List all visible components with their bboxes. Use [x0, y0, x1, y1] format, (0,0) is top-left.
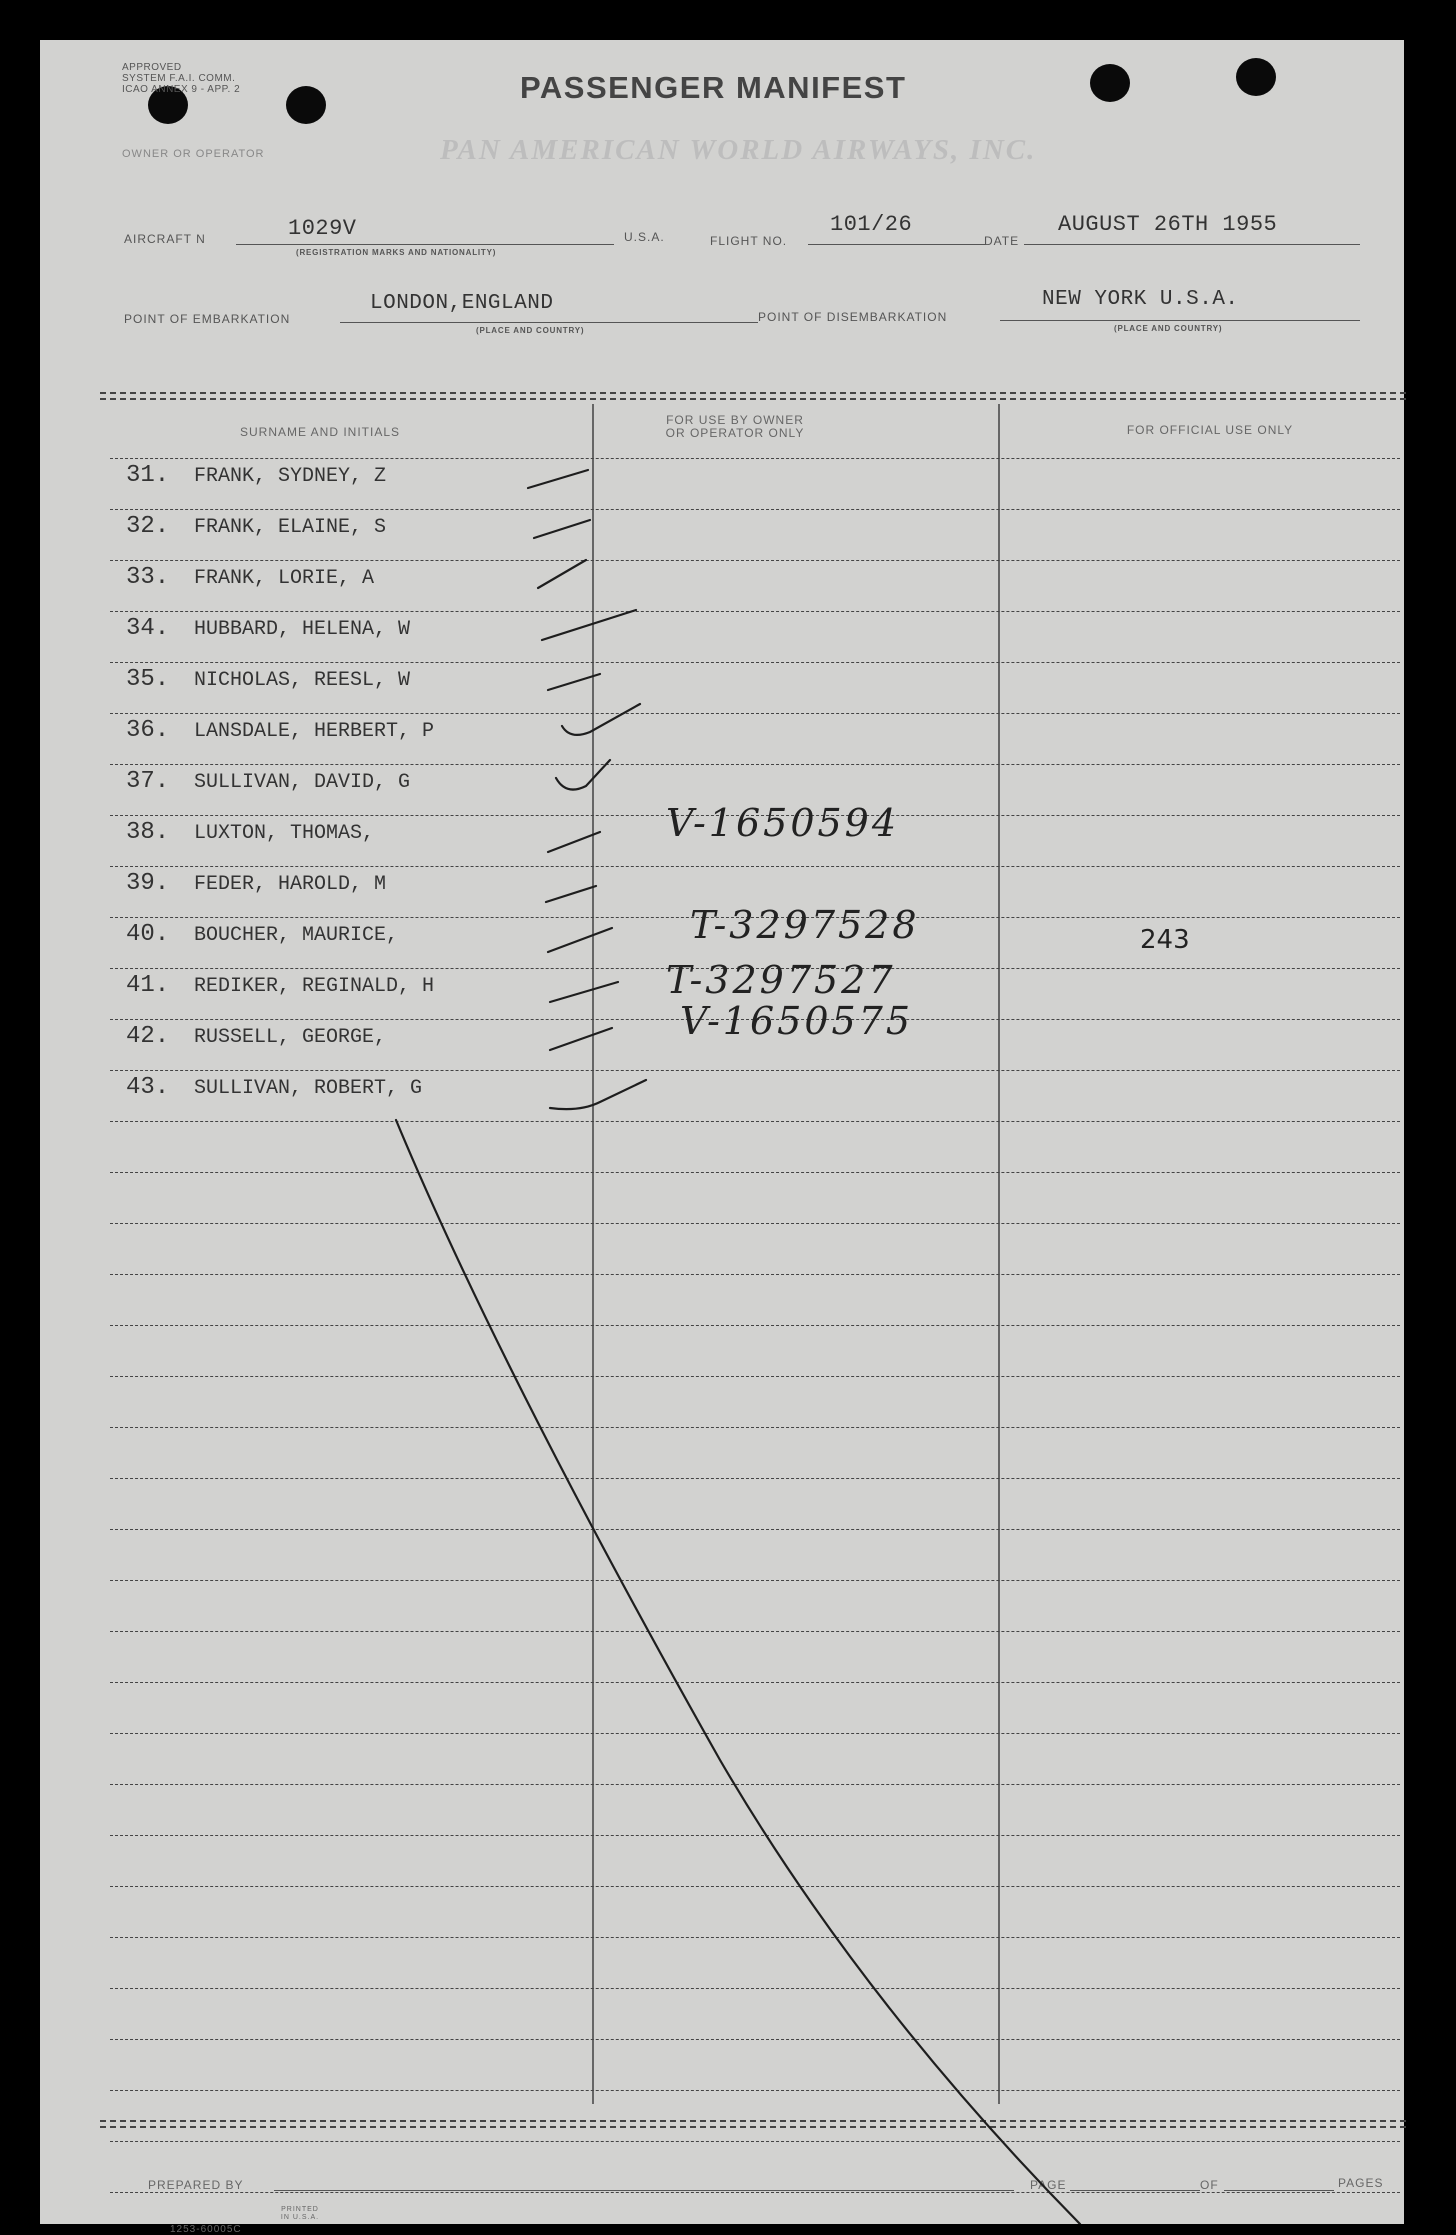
- embarkation-label: POINT OF EMBARKATION: [124, 312, 291, 326]
- passenger-name: FRANK, SYDNEY, Z: [194, 465, 387, 488]
- column-divider: [592, 404, 594, 2104]
- owner-use-header-line-1: FOR USE BY OWNER: [666, 413, 804, 427]
- aircraft-label: AIRCRAFT N: [124, 232, 206, 246]
- table-bottom-border: [100, 2120, 1406, 2122]
- table-bottom-border: [100, 2126, 1406, 2128]
- manifest-page: [40, 40, 1404, 2235]
- passenger-name: LANSDALE, HERBERT, P: [194, 720, 435, 743]
- table-row: [126, 870, 1396, 906]
- embarkation-value: LONDON,ENGLAND: [370, 292, 554, 315]
- passenger-name: FRANK, LORIE, A: [194, 567, 375, 590]
- row-number: 40.: [126, 921, 170, 948]
- passenger-name: BOUCHER, MAURICE,: [194, 924, 399, 947]
- pages-label: PAGES: [1338, 2176, 1384, 2190]
- row-number: 37.: [126, 768, 170, 795]
- approval-line-3: ICAO ANNEX 9 - APP. 2: [122, 84, 241, 95]
- prepared-by-underline: [274, 2190, 1014, 2191]
- table-row: [126, 666, 1396, 702]
- table-row: [126, 462, 1396, 498]
- rule-line: [110, 1733, 1400, 1734]
- rule-line: [110, 2141, 1400, 2142]
- approval-block: [122, 62, 240, 95]
- rule-line: [110, 1121, 1400, 1122]
- table-row: [126, 768, 1396, 804]
- of-underline: [1224, 2190, 1334, 2191]
- page-label: PAGE: [1030, 2178, 1067, 2192]
- approval-line-2: SYSTEM F.A.I. COMM.: [122, 73, 236, 84]
- rule-line: [110, 1529, 1400, 1530]
- row-number: 33.: [126, 564, 170, 591]
- official-use-column-header: FOR OFFICIAL USE ONLY: [1126, 423, 1294, 437]
- rule-line: [110, 458, 1400, 459]
- row-number: 38.: [126, 819, 170, 846]
- row-number: 41.: [126, 972, 170, 999]
- rule-line: [110, 1835, 1400, 1836]
- disembarkation-label: POINT OF DISEMBARKATION: [758, 310, 948, 324]
- aircraft-value: 1029V: [288, 216, 357, 241]
- row-number: 42.: [126, 1023, 170, 1050]
- passenger-name: HUBBARD, HELENA, W: [194, 618, 411, 641]
- rule-line: [110, 1070, 1400, 1071]
- punch-hole: [286, 86, 326, 124]
- row-number: 43.: [126, 1074, 170, 1101]
- passenger-name: NICHOLAS, REESL, W: [194, 669, 411, 692]
- rule-line: [110, 1478, 1400, 1479]
- column-divider: [998, 404, 1000, 2104]
- page-title: PASSENGER MANIFEST: [520, 70, 907, 105]
- table-top-border: [100, 398, 1406, 400]
- rule-line: [110, 764, 1400, 765]
- embarkation-underline: [340, 322, 758, 323]
- owner-label: OWNER OR OPERATOR: [122, 148, 265, 160]
- printed-in-usa: PRINTED IN U.S.A.: [280, 2206, 320, 2221]
- passenger-name: FRANK, ELAINE, S: [194, 516, 387, 539]
- rule-line: [110, 1631, 1400, 1632]
- rule-line: [110, 560, 1400, 561]
- usa-label: U.S.A.: [624, 230, 665, 244]
- rule-line: [110, 1274, 1400, 1275]
- handwritten-marks: [40, 40, 1404, 2224]
- rule-line: [110, 1580, 1400, 1581]
- passenger-name: REDIKER, REGINALD, H: [194, 975, 435, 998]
- passenger-name: SULLIVAN, DAVID, G: [194, 771, 411, 794]
- approval-line-1: APPROVED: [122, 62, 182, 73]
- date-value: AUGUST 26TH 1955: [1058, 212, 1278, 237]
- passenger-name: FEDER, HAROLD, M: [194, 873, 387, 896]
- disembarkation-value: NEW YORK U.S.A.: [1042, 288, 1239, 311]
- flight-value: 101/26: [830, 212, 913, 237]
- table-row: [126, 615, 1396, 651]
- table-row: [126, 1074, 1396, 1110]
- rule-line: [110, 662, 1400, 663]
- table-row: [126, 513, 1396, 549]
- table-row: [126, 801, 1396, 855]
- row-number: 31.: [126, 462, 170, 489]
- passenger-name: LUXTON, THOMAS,: [194, 822, 375, 845]
- rule-line: [110, 1937, 1400, 1938]
- punch-hole: [1236, 58, 1276, 96]
- prepared-by-label: PREPARED BY: [148, 2178, 244, 2192]
- date-label: DATE: [984, 234, 1020, 248]
- owner-value: PAN AMERICAN WORLD AIRWAYS, INC.: [440, 134, 1037, 166]
- table-row: [126, 564, 1396, 600]
- table-top-border: [100, 392, 1406, 394]
- rule-line: [110, 1172, 1400, 1173]
- table-row: [126, 903, 1396, 957]
- page-underline: [1070, 2190, 1200, 2191]
- flight-label: FLIGHT NO.: [710, 234, 788, 248]
- disembarkation-sublabel: (PLACE AND COUNTRY): [1114, 324, 1223, 333]
- rule-line: [110, 1223, 1400, 1224]
- handwritten-document-number: V-1650594: [666, 801, 900, 845]
- aircraft-underline: [236, 244, 614, 245]
- rule-line: [110, 1784, 1400, 1785]
- handwritten-document-number: V-1650575: [680, 999, 914, 1043]
- handwritten-document-number: T-3297527: [666, 958, 896, 1002]
- owner-use-column-header: [620, 414, 850, 440]
- passenger-name: RUSSELL, GEORGE,: [194, 1026, 387, 1049]
- rule-line: [110, 713, 1400, 714]
- aircraft-sublabel: (REGISTRATION MARKS AND NATIONALITY): [296, 248, 497, 257]
- rule-line: [110, 2090, 1400, 2091]
- rule-line: [110, 1988, 1400, 1989]
- of-label: OF: [1200, 2178, 1219, 2192]
- rule-line: [110, 1682, 1400, 1683]
- rule-line: [110, 1886, 1400, 1887]
- table-row: [126, 999, 1396, 1059]
- surname-column-header: SURNAME AND INITIALS: [239, 425, 401, 439]
- rule-line: [110, 866, 1400, 867]
- rule-line: [110, 611, 1400, 612]
- rule-line: [110, 1325, 1400, 1326]
- row-number: 39.: [126, 870, 170, 897]
- flight-underline: [808, 244, 986, 245]
- row-number: 34.: [126, 615, 170, 642]
- date-underline: [1024, 244, 1360, 245]
- rule-line: [110, 1427, 1400, 1428]
- owner-use-header-line-2: OR OPERATOR ONLY: [665, 426, 805, 440]
- rule-line: [110, 1376, 1400, 1377]
- rule-line: [110, 2039, 1400, 2040]
- table-row: [126, 717, 1396, 753]
- official-use-entry: 243: [1140, 925, 1190, 955]
- disembarkation-underline: [1000, 320, 1360, 321]
- punch-hole: [1090, 64, 1130, 102]
- rule-line: [110, 509, 1400, 510]
- handwritten-document-number: T-3297528: [690, 903, 920, 947]
- passenger-name: SULLIVAN, ROBERT, G: [194, 1077, 423, 1100]
- form-code: 1253-60005C: [170, 2224, 242, 2235]
- row-number: 36.: [126, 717, 170, 744]
- row-number: 35.: [126, 666, 170, 693]
- diagonal-strike: [396, 1120, 1080, 2224]
- row-number: 32.: [126, 513, 170, 540]
- rule-line: [110, 2192, 1400, 2193]
- embarkation-sublabel: (PLACE AND COUNTRY): [476, 326, 585, 335]
